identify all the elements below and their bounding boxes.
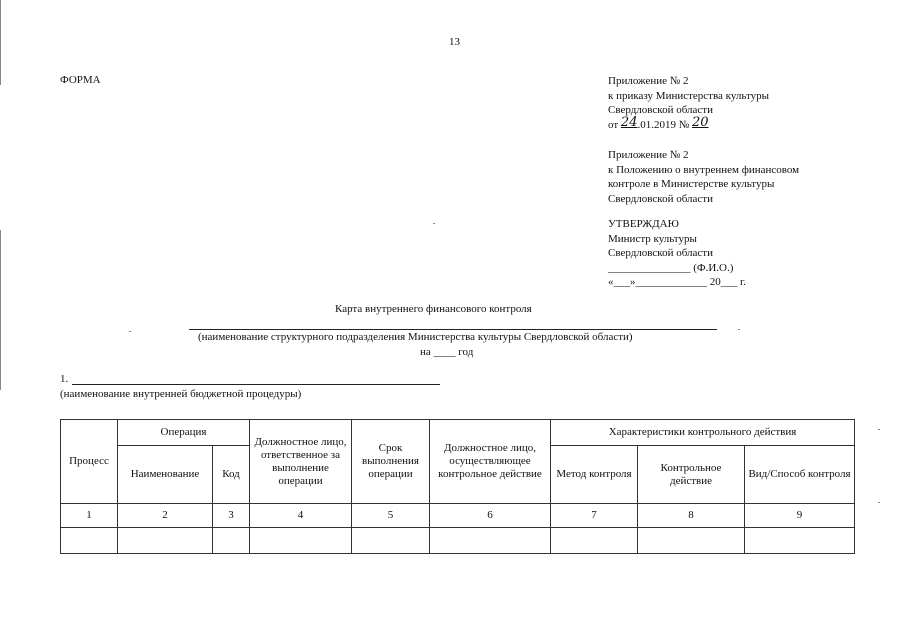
header-type: Вид/Способ контроля — [745, 446, 855, 504]
scan-speck — [129, 331, 131, 332]
appendix-order-line: к приказу Министерства культуры — [608, 89, 770, 102]
empty-cell — [352, 528, 430, 554]
scan-speck — [878, 502, 880, 503]
approval-signature-line: _______________ (Ф.И.О.) — [608, 261, 734, 274]
column-number: 3 — [213, 504, 250, 528]
column-number: 7 — [551, 504, 638, 528]
empty-cell — [61, 528, 118, 554]
empty-cell — [250, 528, 352, 554]
approval-date-line: «___»_____________ 20___ г. — [608, 276, 747, 288]
appendix-order-line: Приложение № 2 — [608, 75, 689, 87]
column-number: 8 — [638, 504, 745, 528]
date-day-handwritten: 24 — [620, 114, 638, 130]
order-number-handwritten: 20 — [691, 114, 709, 130]
scan-edge-bottom — [0, 230, 1, 390]
column-number: 1 — [61, 504, 118, 528]
appendix-regulation-block — [608, 148, 799, 206]
page-number: 13 — [449, 36, 460, 48]
form-label: ФОРМА — [60, 74, 101, 86]
empty-cell — [213, 528, 250, 554]
scan-speck — [433, 223, 435, 224]
date-rest: .01.2019 № — [637, 118, 692, 131]
control-map-table — [60, 419, 855, 554]
header-operation: Операция — [118, 420, 250, 446]
document-subtitle: (наименование структурного подразделения Министерства культуры Свердловской области) — [198, 331, 633, 343]
column-number: 5 — [352, 504, 430, 528]
column-number: 2 — [118, 504, 213, 528]
procedure-name-rule — [72, 384, 440, 385]
empty-cell — [430, 528, 551, 554]
header-responsible: Должностное лицо, ответственное за выполнение операции — [250, 420, 352, 504]
appendix-regulation-line: к Положению о внутреннем финансовом — [608, 163, 800, 176]
header-term: Срок выполнения операции — [352, 420, 430, 504]
procedure-caption: (наименование внутренней бюджетной процедуры) — [60, 388, 302, 400]
year-line: на ____ год — [420, 346, 474, 358]
scan-edge-top — [0, 0, 1, 85]
header-op-name: Наименование — [118, 446, 213, 504]
column-number: 6 — [430, 504, 551, 528]
empty-cell — [745, 528, 855, 554]
header-method: Метод контроля — [551, 446, 638, 504]
scan-speck — [738, 329, 740, 330]
empty-cell — [638, 528, 745, 554]
header-op-code: Код — [213, 446, 250, 504]
date-prefix: от — [608, 118, 621, 131]
appendix-order-block — [608, 74, 769, 132]
header-process: Процесс — [61, 420, 118, 504]
appendix-regulation-line: контроле в Министерстве культуры — [608, 178, 775, 190]
subdivision-name-rule — [189, 329, 717, 330]
column-number-row — [61, 504, 855, 528]
appendix-order-line: Свердловской области — [608, 104, 713, 116]
appendix-regulation-line: Приложение № 2 — [608, 149, 689, 161]
scan-speck — [878, 429, 880, 430]
header-action: Контрольное действие — [638, 446, 745, 504]
approval-block — [608, 217, 746, 290]
column-number: 9 — [745, 504, 855, 528]
approval-line: Министр культуры — [608, 232, 697, 245]
document-title: Карта внутреннего финансового контроля — [335, 303, 532, 315]
header-characteristics: Характеристики контрольного действия — [551, 420, 855, 446]
appendix-regulation-line: Свердловской области — [608, 192, 713, 205]
empty-cell — [551, 528, 638, 554]
column-number: 4 — [250, 504, 352, 528]
empty-data-row — [61, 528, 855, 554]
approval-heading: УТВЕРЖДАЮ — [608, 218, 679, 230]
procedure-number: 1. — [60, 373, 69, 385]
approval-line: Свердловской области — [608, 247, 713, 259]
empty-cell — [118, 528, 213, 554]
header-controller: Должностное лицо, осуществляющее контрольное действие — [430, 420, 551, 504]
appendix-order-date — [608, 114, 769, 133]
